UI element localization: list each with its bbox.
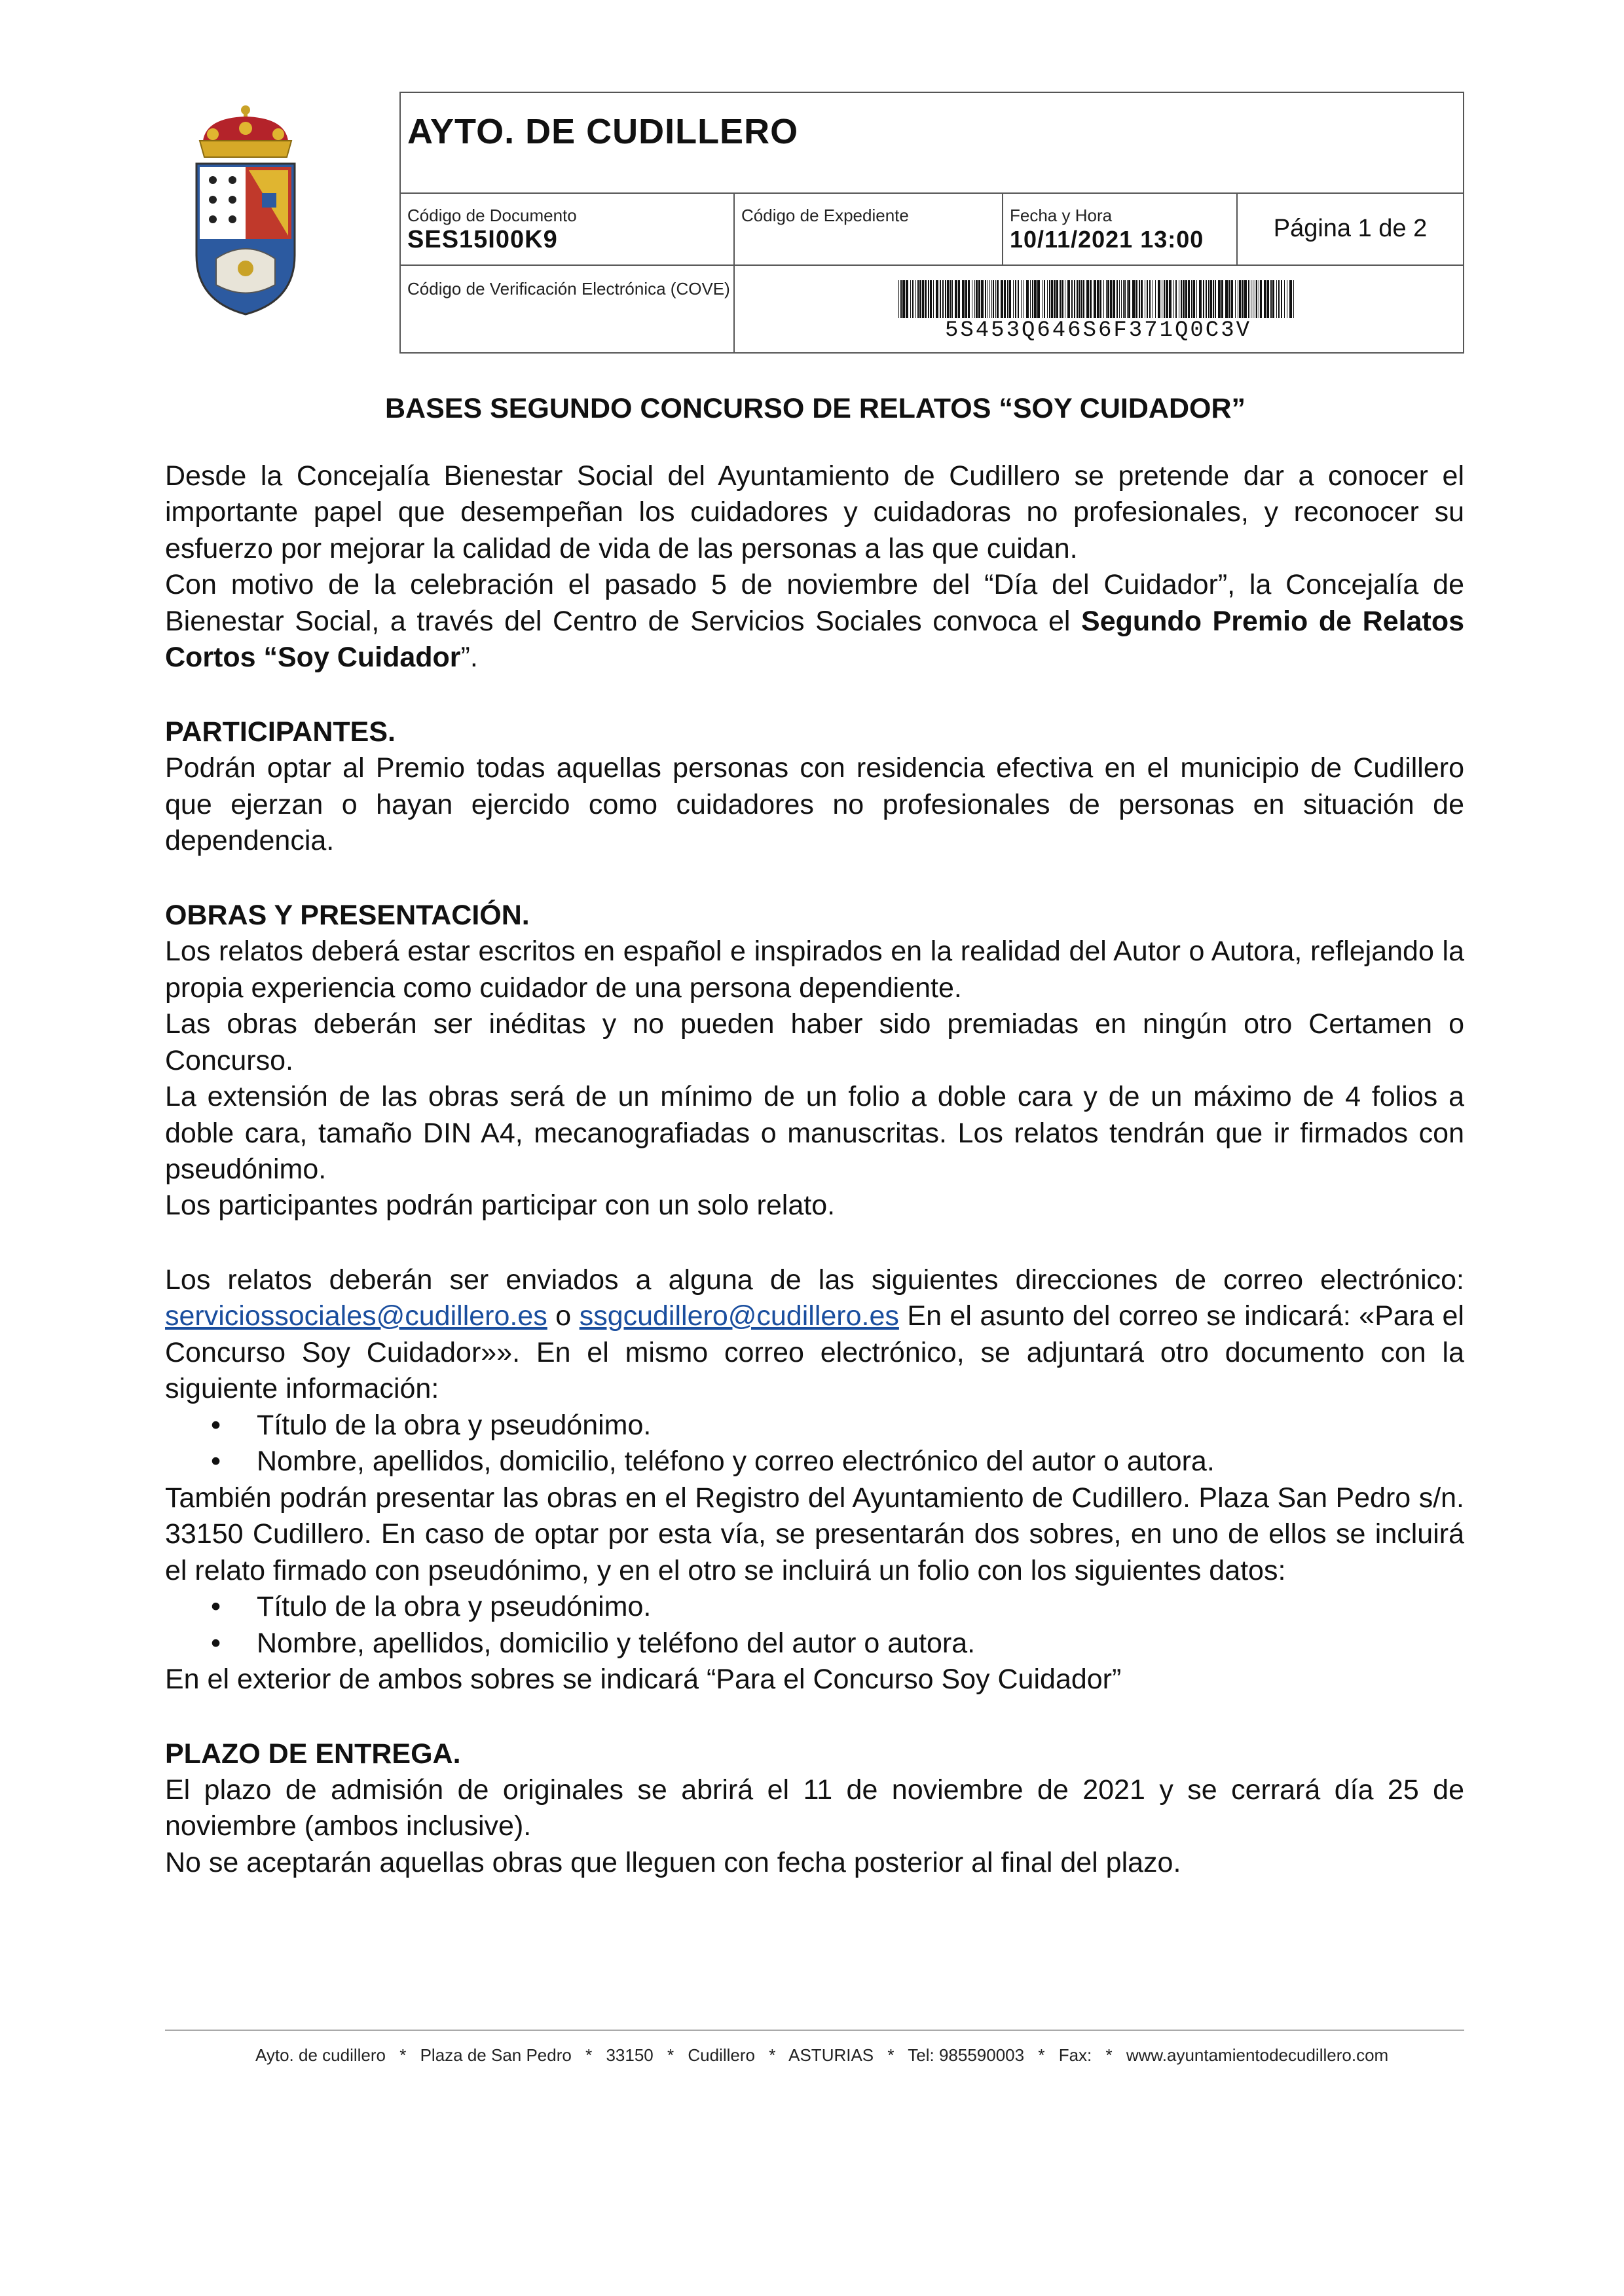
footer-region: ASTURIAS bbox=[788, 2045, 874, 2065]
barcode-icon bbox=[898, 280, 1298, 318]
footer-town: Cudillero bbox=[688, 2045, 755, 2065]
footer-org: Ayto. de cudillero bbox=[255, 2045, 386, 2065]
intro-paragraph-1: Desde la Concejalía Bienestar Social del Ayuntamiento de Cudillero se pretende dar a conocer el importante papel que desempeñan los cuidadores y cuidadoras no profesionales, y reconocer su esfuerzo por mejorar la calidad de vida de las personas a las que cuidan. bbox=[165, 460, 1464, 564]
footer-divider bbox=[165, 2030, 1464, 2031]
email-link-ssg[interactable]: ssgcudillero@cudillero.es bbox=[579, 1300, 899, 1332]
section-heading-plazo: PLAZO DE ENTREGA. bbox=[165, 1738, 461, 1770]
coat-of-arms-logo bbox=[183, 105, 308, 321]
cove-code-cell bbox=[735, 266, 1464, 354]
intro-p2-text: Con motivo de la celebración el pasado 5 de noviembre del “Día del Cuidador”, la Concejalía de Bienestar Social, a través del Centro de Servicios Sociales convoca el bbox=[165, 569, 1464, 637]
expediente-cell bbox=[735, 192, 1003, 266]
plazo-paragraph-1: El plazo de admisión de originales se abrirá el 11 de noviembre de 2021 y se cerrará día 25 de noviembre (ambos inclusive). bbox=[165, 1774, 1464, 1842]
footer-phone: Tel: 985590003 bbox=[908, 2045, 1025, 2065]
datetime-label: Fecha y Hora bbox=[1010, 206, 1113, 225]
obras-paragraph-1: Los relatos deberá estar escritos en español e inspirados en la realidad del Autor o Autora, reflejando la propia experiencia como cuidador de una persona dependiente. bbox=[165, 936, 1464, 1004]
doc-code-label: Código de Documento bbox=[407, 206, 577, 225]
footer-sep: * bbox=[667, 2045, 674, 2065]
obras-paragraph-6: También podrán presentar las obras en el Registro del Ayuntamiento de Cudillero. Plaza San Pedro s/n. 33150 Cudillero. En caso de optar por esta vía, se presentarán dos sobres, en uno de ellos se incluirá el relato firmado con pseudónimo, y en el otro se incluirá un folio con los siguientes datos: bbox=[165, 1482, 1464, 1586]
doc-code-cell bbox=[401, 192, 735, 266]
document-header-box bbox=[399, 92, 1464, 354]
obras-p5-text-b: En el asunto del correo se indicará: «Para el Concurso Soy Cuidador»». En el mismo correo electrónico, se adjuntará otro documento con la siguiente información: bbox=[165, 1300, 1464, 1405]
datetime-value: 10/11/2021 13:00 bbox=[1010, 226, 1204, 253]
page-indicator-cell bbox=[1238, 192, 1464, 266]
obras-paragraph-2: Las obras deberán ser inéditas y no pueden haber sido premiadas en ningún otro Certamen o Concurso. bbox=[165, 1008, 1464, 1076]
datetime-cell bbox=[1003, 192, 1238, 266]
section-heading-obras: OBRAS Y PRESENTACIÓN. bbox=[165, 899, 530, 931]
expediente-label: Código de Expediente bbox=[741, 206, 909, 225]
list-item: • Nombre, apellidos, domicilio y teléfono del autor o autora. bbox=[165, 1626, 1464, 1662]
obras-paragraph-3: La extensión de las obras será de un mínimo de un folio a doble cara y de un máximo de 4 folios a doble cara, tamaño DIN A4, mecanografiadas o manuscritas. Los relatos tendrán que ir firmados con pseudónimo. bbox=[165, 1081, 1464, 1185]
footer-address: Plaza de San Pedro bbox=[420, 2045, 572, 2065]
footer-sep: * bbox=[887, 2045, 895, 2065]
intro-p2-end: ”. bbox=[460, 642, 478, 674]
document-body bbox=[165, 458, 1464, 1881]
footer-sep: * bbox=[1105, 2045, 1113, 2065]
participantes-text: Podrán optar al Premio todas aquellas personas con residencia efectiva en el municipio de Cudillero que ejerzan o hayan ejercido como cuidadores no profesionales de personas en situación de dependencia. bbox=[165, 752, 1464, 857]
cove-label: Código de Verificación Electrónica (COVE) bbox=[407, 279, 730, 299]
obras-paragraph-7: En el exterior de ambos sobres se indicará “Para el Concurso Soy Cuidador” bbox=[165, 1664, 1122, 1696]
intro-paragraph-2 bbox=[165, 567, 1464, 676]
cove-label-cell bbox=[401, 266, 735, 354]
footer-sep: * bbox=[1038, 2045, 1045, 2065]
header-title-row bbox=[401, 93, 1463, 194]
list-item: • Nombre, apellidos, domicilio, teléfono y correo electrónico del autor o autora. bbox=[165, 1444, 1464, 1480]
intro-p2-bold: Segundo Premio de Relatos Cortos “Soy Cuidador bbox=[165, 605, 1464, 674]
footer-fax: Fax: bbox=[1058, 2045, 1092, 2065]
section-heading-participantes: PARTICIPANTES. bbox=[165, 716, 396, 748]
footer-sep: * bbox=[399, 2045, 407, 2065]
page-indicator: Página 1 de 2 bbox=[1273, 215, 1428, 242]
doc-code-value: SES15I00K9 bbox=[407, 226, 558, 253]
cove-code: 5S453Q646S6F371Q0C3V bbox=[944, 318, 1252, 343]
footer-sep: * bbox=[769, 2045, 776, 2065]
footer bbox=[255, 2045, 1397, 2066]
footer-postal-code: 33150 bbox=[606, 2045, 654, 2065]
obras-p5-text-a: Los relatos deberán ser enviados a alguna de las siguientes direcciones de correo electrónico: bbox=[165, 1264, 1464, 1296]
list-item: • Título de la obra y pseudónimo. bbox=[165, 1589, 1464, 1625]
email-link-servicios-sociales[interactable]: serviciossociales@cudillero.es bbox=[165, 1300, 547, 1332]
org-name: AYTO. DE CUDILLERO bbox=[407, 112, 799, 151]
footer-website[interactable]: www.ayuntamientodecudillero.com bbox=[1126, 2045, 1389, 2065]
document-title: BASES SEGUNDO CONCURSO DE RELATOS “SOY CUIDADOR” bbox=[384, 393, 1246, 424]
obras-p5-or: o bbox=[547, 1300, 580, 1332]
list-item: • Título de la obra y pseudónimo. bbox=[165, 1408, 1464, 1444]
plazo-paragraph-2: No se aceptarán aquellas obras que lleguen con fecha posterior al final del plazo. bbox=[165, 1846, 1181, 1878]
footer-sep: * bbox=[585, 2045, 593, 2065]
obras-paragraph-4: Los participantes podrán participar con un solo relato. bbox=[165, 1190, 836, 1222]
obras-paragraph-5 bbox=[165, 1262, 1464, 1408]
